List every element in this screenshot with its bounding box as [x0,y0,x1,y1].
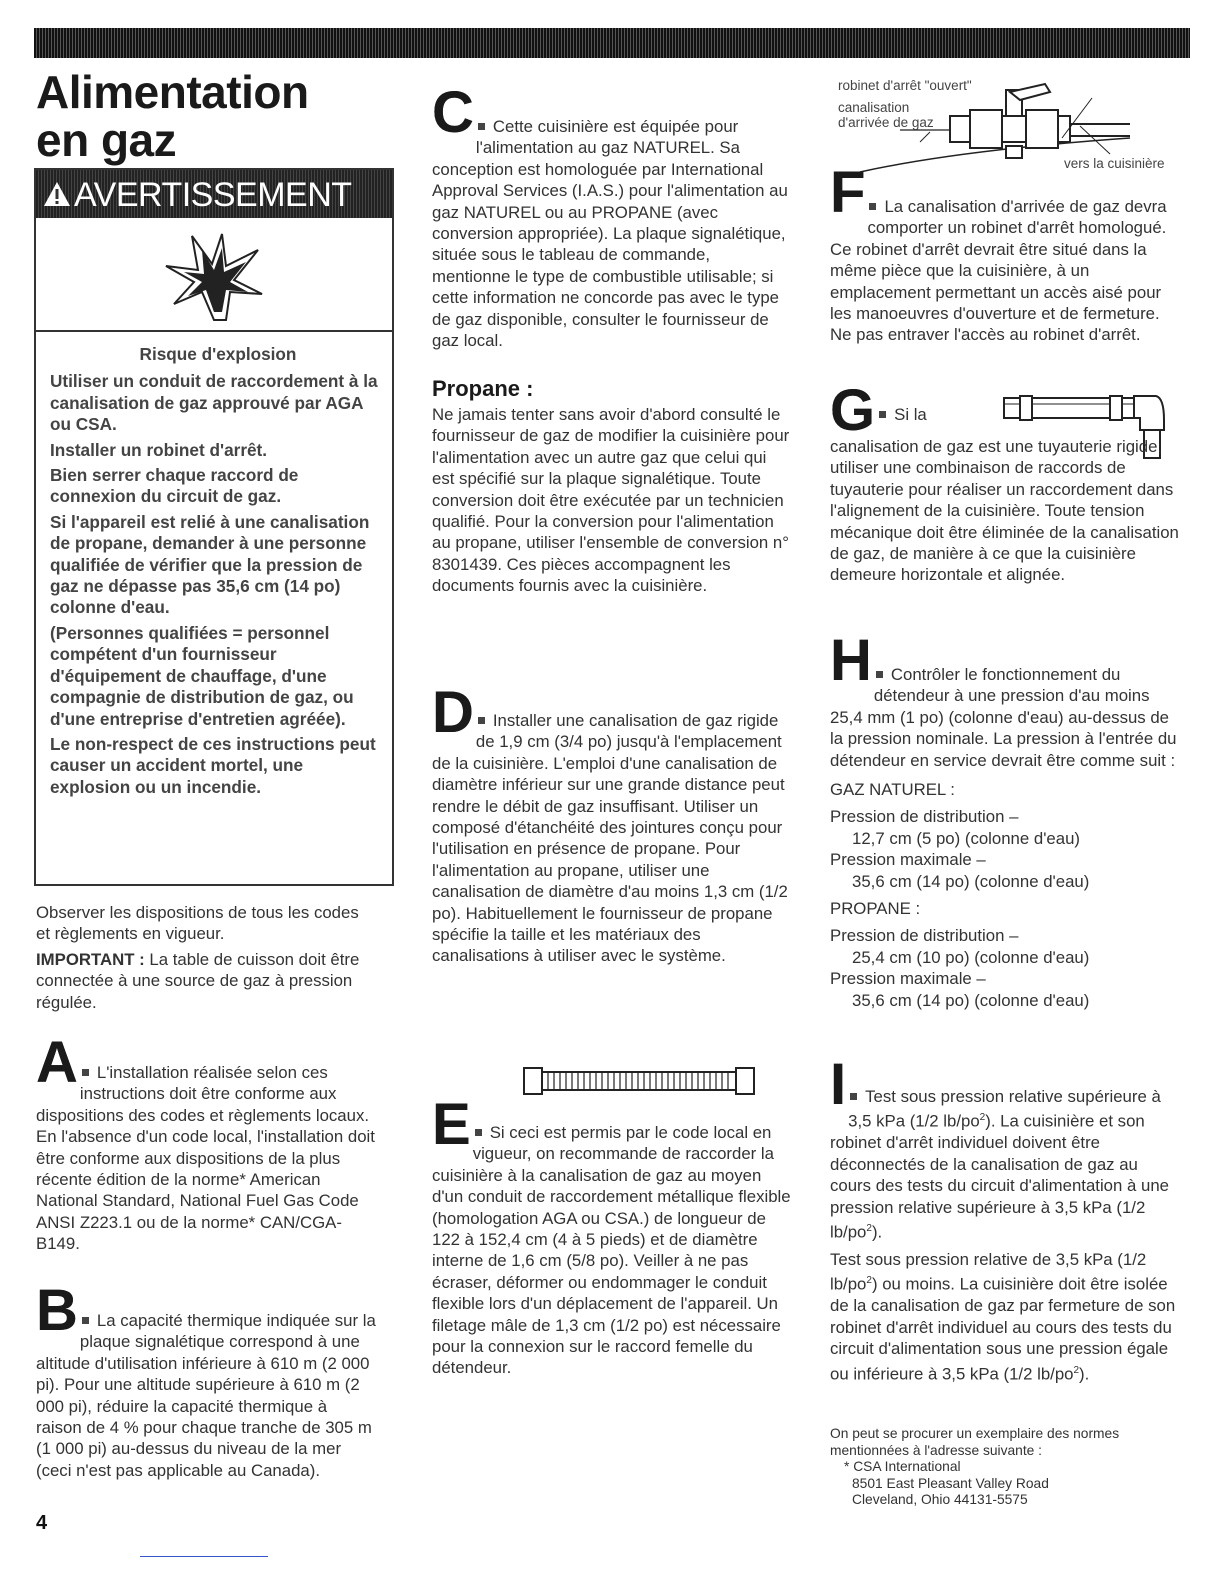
section-a-text: L'installation réalisée selon ces instructions doit être conforme aux dispositions des codes et règlements locaux. En l'absence d'un code local, l'installation doit être conforme aux dispositions de la plus récente édition de la norme* American National Standard, National Fuel Gas Code ANSI Z223.1 ou de la norme* CAN/CGA-B149. [36,1063,375,1254]
section-d [432,680,792,967]
gas-line-label: canalisation d'arrivée de gaz [838,100,934,130]
section-letter: H [830,628,872,693]
warning-icon [42,180,72,208]
section-a [36,1030,376,1255]
propane-text: Ne jamais tenter sans avoir d'abord consulté le fournisseur de gaz de modifier la cuisinière pour l'alimentation avec un autre gaz que celui qui est spécifié sur la plaque signalétique. Toute conversion doit être exécutée par un technicien qualifié. Pour la conversion pour l'alimentation au propane, utiliser l'ensemble de conversion n° 8301439. Ces pièces accompagnent les documents fournis avec la cuisinière. [432,405,790,596]
section-h-text: Contrôler le fonctionnement du détendeur à une pression d'au moins 25,4 mm (1 po) (colonne d'eau) au-dessus de la pression nominale. La pression à l'entrée du détendeur en service devrait être comme suit : [830,665,1177,770]
section-letter: F [830,160,866,225]
warning-line: Si l'appareil est relié à une canalisation de propane, demander à une personne qualifiée de vérifier que la pression de gaz ne dépasse pas 35,6 cm (14 po) colonne d'eau. [50,511,370,618]
section-letter: E [432,1092,471,1157]
footer-link-line [140,1556,268,1557]
observe-text: Observer les dispositions de tous les codes et règlements en vigueur. [36,903,359,944]
warning-line: Installer un robinet d'arrêt. [50,439,268,460]
section-g [830,378,1180,586]
propane-heading-r: PROPANE : [830,899,921,919]
section-h [830,628,1180,1011]
important-text: La table de cuisson doit être connectée à une source de gaz à pression régulée. [36,949,360,1012]
pro-max-value: 35,6 cm (14 po) (colonne d'eau) [852,990,1090,1010]
section-b-text: La capacité thermique indiquée sur la plaque signalétique correspond à une altitude d'utilisation inférieure à 610 m (2 000 pi). Pour une altitude supérieure à 610 m (2 000 pi), réduire la capacité thermique à raison de 4 % pour chaque tranche de 305 m (1 000 pi) au-dessus du niveau de la mer (ceci n'est pas applicable au Canada). [36,1311,376,1480]
warning-line: Bien serrer chaque raccord de connexion du circuit de gaz. [50,465,299,507]
section-letter: B [36,1278,78,1343]
section-letter: D [432,680,474,745]
warning-separator [36,330,392,332]
risk-title: Risque d'explosion [139,344,297,364]
propane-heading: Propane : [432,376,534,401]
section-letter: I [830,1052,847,1117]
flexible-connector-icon [522,1064,756,1098]
pro-dist-label: Pression de distribution – [830,926,1019,946]
section-d-text: Installer une canalisation de gaz rigide de 1,9 cm (3/4 po) jusqu'à l'emplacement de la cuisinière. L'emploi d'une canalisation de diamètre inférieur sur une grande distance peut rendre le débit de gaz insuffisant. Utiliser un composé d'étanchéité des jointures conçu pour l'utilisation en présence de propane. Pour l'alimentation au propane, utiliser une canalisation de diamètre d'au moins 1,3 cm (1/2 po). Habituellement le fournisseur de propane spécifie la taille et les matériaux des canalisations à utiliser avec le système. [432,711,788,966]
pro-dist-value: 25,4 cm (10 po) (colonne d'eau) [852,947,1090,967]
natural-heading: GAZ NATUREL : [830,780,955,800]
nat-max-value: 35,6 cm (14 po) (colonne d'eau) [852,871,1090,891]
section-e-text: Si ceci est permis par le code local en vigueur, on recommande de raccorder la cuisinière à la canalisation de gaz au moyen d'un conduit de raccordement métallique flexible (homologation AGA ou CSA.) de longueur de 122 à 152,4 cm (4 à 5 pieds) et de diamètre interne de 1,6 cm (5/8 po). Veiller à ne pas écraser, déformer ou endommager le conduit flexible lors d'un déplacement de l'appareil. Un filetage mâle de 1,3 cm (1/2 po) est nécessaire pour la connexion sur le raccord femelle du détendeur. [432,1123,791,1378]
warning-line: (Personnes qualifiées = personnel compétent d'un fournisseur d'équipement de chauffage, d'une compagnie de distribution de gaz, ou d'une entreprise d'entretien agréée). [50,622,354,729]
section-i: I Test sous pression relative supérieure à 3,5 kPa (1/2 $lb/po^2$). La cuisinière et son robinet d'arrêt individuel doivent être déconnectés de la canalisation de gaz au cours des tests du circuit d'alimentation à une pression relative supérieure à 3,5 kPa (1/2 $lb/po^2$). Test sous pression relative de 3,5 kPa (1/2 $lb/po^2$) ou moins. La cuisinière doit être isolée de la canalisation de gaz par fermeture de son robinet d'arrêt individuel au cours des tests du circuit d'alimentation sous une pression égale ou inférieure à 3,5 kPa (1/2 $lb/po^2$). [830,1052,1176,1384]
warning-header [36,170,392,218]
section-f-text: La canalisation d'arrivée de gaz devra comporter un robinet d'arrêt homologué. Ce robinet d'arrêt devrait être situé dans la même pièce que la cuisinière, à un emplacement permettant un accès aisé pour les manoeuvres d'ouverture et de fermeture. Ne pas entraver l'accès au robinet d'arrêt. [830,197,1167,345]
nat-dist-value: 12,7 cm (5 po) (colonne d'eau) [852,828,1081,848]
warning-line: Le non-respect de ces instructions peut causer un accident mortel, une explosion ou un incendie. [50,733,376,797]
section-c [432,80,792,351]
standards-note: On peut se procurer un exemplaire des normes mentionnées à l'adresse suivante : * CSA International 8501 East Pleasant Valley Road Cleveland, Ohio 44131-5575 [830,1426,1120,1507]
left-column [36,902,376,1013]
section-letter: G [830,378,876,443]
page-number: 4 [36,1512,48,1534]
page-title: Alimentation en gaz [36,66,309,166]
nat-max-label: Pression maximale – [830,850,986,870]
section-letter: A [36,1030,78,1095]
warning-text [50,344,386,802]
warning-heading: AVERTISSEMENT [74,176,352,214]
nat-dist-label: Pression de distribution – [830,807,1019,827]
explosion-icon [164,232,264,322]
important-label: IMPORTANT : [36,949,145,969]
section-g-lead: Si la [894,405,927,424]
section-e [432,1092,792,1379]
section-g-text: canalisation de gaz est une tuyauterie rigide, utiliser une combinaison de raccords de tuyauterie pour réaliser un raccordement dans l'alignement de la cuisinière. Toute tension mécanique doit être éliminée de la canalisation de gaz, de manière à ce que la cuisinière demeure horizontale et alignée. [830,437,1179,585]
to-range-label: vers la cuisinière [1064,156,1165,171]
valve-open-label: robinet d'arrêt "ouvert" [838,78,972,93]
warning-box [34,168,394,886]
pro-max-label: Pression maximale – [830,969,986,989]
section-b [36,1278,376,1481]
warning-line: Utiliser un conduit de raccordement à la canalisation de gaz approuvé par AGA ou CSA. [50,371,378,435]
section-c-text: Cette cuisinière est équipée pour l'alimentation au gaz NATUREL. Sa conception est homologuée par International Approval Services (I.A.S.) pour l'alimentation au gaz NATUREL ou au PROPANE (avec conversion appropriée). La plaque signalétique, située sous le tableau de commande, mentionne le type de combustible utilisable; si cette information ne concorde pas avec le type de gaz disponible, consulter le fournisseur de gaz local. [432,117,788,351]
top-banner [34,28,1190,58]
section-letter: C [432,80,474,145]
